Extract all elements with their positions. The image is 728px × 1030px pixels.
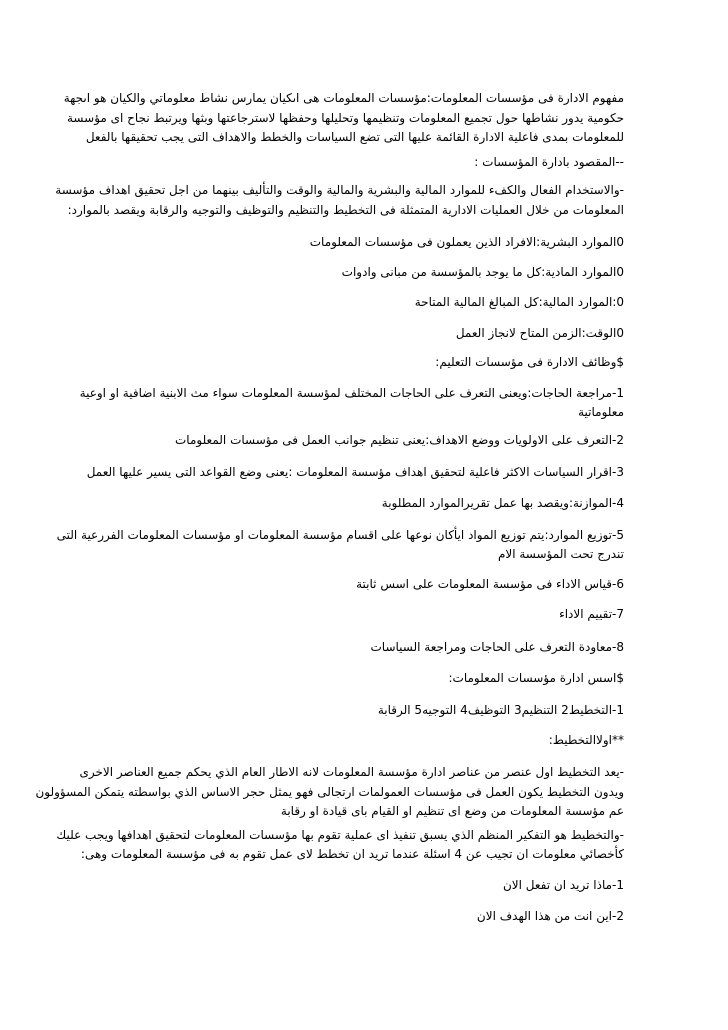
list-item: 7-تقييم الاداء: [559, 607, 624, 621]
text-line: -يعد التخطيط اول عنصر من عناصر ادارة مؤسسة المعلومات لانه الاطار العام الذي يحكم جميع العناصر الاخرى: [79, 765, 624, 779]
list-item: 4-الموازنة:ويقصد بها عمل تقريرالموارد المطلوبة: [381, 496, 624, 510]
section-heading: --المقصود بادارة المؤسسات :: [474, 155, 624, 169]
list-item: 6-قياس الاداء فى مؤسسة المعلومات على اسس ثابتة: [356, 577, 624, 591]
list-item: 1-مراجعة الحاجات:ويعنى التعرف على الحاجات المختلف لمؤسسة المعلومات سواء مث الابنية اضافية او اوعية: [79, 386, 624, 400]
text-line: المعلومات من خلال العمليات الادارية المتمثلة فى التخطيط والتنظيم والتوظيف والتوجيه والرقابة ويقصد بالموارد:: [67, 203, 624, 217]
text-line: -والاستخدام الفعال والكفء للموارد المالية والبشرية والمالية والوقت والتأليف بينهما من اجل تحقيق اهداف مؤسسة: [55, 183, 624, 197]
list-item: 0الموارد المادية:كل ما يوجد بالمؤسسة من مبانى وادوات: [341, 265, 624, 279]
text-line: حكومية يدور نشاطها حول تجميع المعلومات وتنظيمها وتحليلها وحفظها لاسترجاعتها وبثها ويرتبط نجاح اى مؤسسة: [67, 111, 624, 125]
section-heading: **اولاالتخطيط:: [548, 733, 624, 747]
text-line: عم مؤسسة المعلومات من وضع اى تنظيم او القيام باى قيادة او رقابة: [280, 804, 624, 818]
text-line: معلوماتية: [578, 405, 624, 419]
text-line: للمعلومات بمدى فاعلية الادارة القائمة عليها التى تضع السياسات والخطط والاهداف التى يجب تحقيقها بالفعل: [85, 130, 624, 144]
text-line: كأخصائي معلومات ان تجيب عن 4 اسئلة عندما تريد ان تخطط لاى عمل تقوم به فى مؤسسة المعلومات وهى:: [80, 847, 624, 861]
section-heading: $وظائف الادارة فى مؤسسات التعليم:: [435, 355, 624, 369]
text-line: مفهوم الادارة فى مؤسسات المعلومات:مؤسسات المعلومات هى اىكيان يمارس نشاط معلوماتي والكيان هو اىجهة: [63, 91, 624, 105]
list-item: 0:الموارد المالية:كل المبالغ المالية المتاحة: [414, 295, 624, 309]
section-heading: $اسس ادارة مؤسسات المعلومات:: [448, 671, 624, 685]
list-item: 2-اين انت من هذا الهدف الان: [476, 909, 624, 923]
text-line: تندرج تحت المؤسسة الام: [497, 547, 624, 561]
list-item: 0الوقت:الزمن المتاح لانجاز العمل: [455, 326, 624, 340]
list-item: 5-توزيع الموارد:يتم توزيع المواد ايأكان نوعها على اقسام مؤسسة المعلومات او مؤسسات المعلومات الفررعية التى: [56, 528, 624, 542]
list-item: 1-ماذا تريد ان تفعل الان: [502, 878, 624, 892]
list-item: 3-اقرار السياسات الاكثر فاعلية لتحقيق اهداف مؤسسة المعلومات :يعنى وضع القواعد التى يسير عليها العمل: [86, 465, 624, 479]
list-item: 0الموارد البشرية:الافراد الذين يعملون فى مؤسسات المعلومات: [309, 235, 624, 249]
list-item: 1-التخطيط2 التنظيم3 التوظيف4 التوجيه5 الرقابة: [377, 703, 624, 717]
text-line: -والتخطيط هو التفكير المنظم الذي يسبق تنفيذ اى عملية تقوم بها مؤسسات المعلومات لتحقيق اهدافها ويجب عليك: [56, 828, 624, 842]
list-item: 8-معاودة التعرف على الحاجات ومراجعة السياسات: [370, 640, 624, 654]
list-item: 2-التعرف على الاولويات ووضع الاهداف:يعنى تنظيم جوانب العمل فى مؤسسات المعلومات: [174, 433, 624, 447]
text-line: ويدون التخطيط يكون العمل فى مؤسسات العمولمات ارتجالى فهو يمثل حجر الاساس الذي بواسطته يتمكن المسؤولون: [35, 785, 624, 799]
